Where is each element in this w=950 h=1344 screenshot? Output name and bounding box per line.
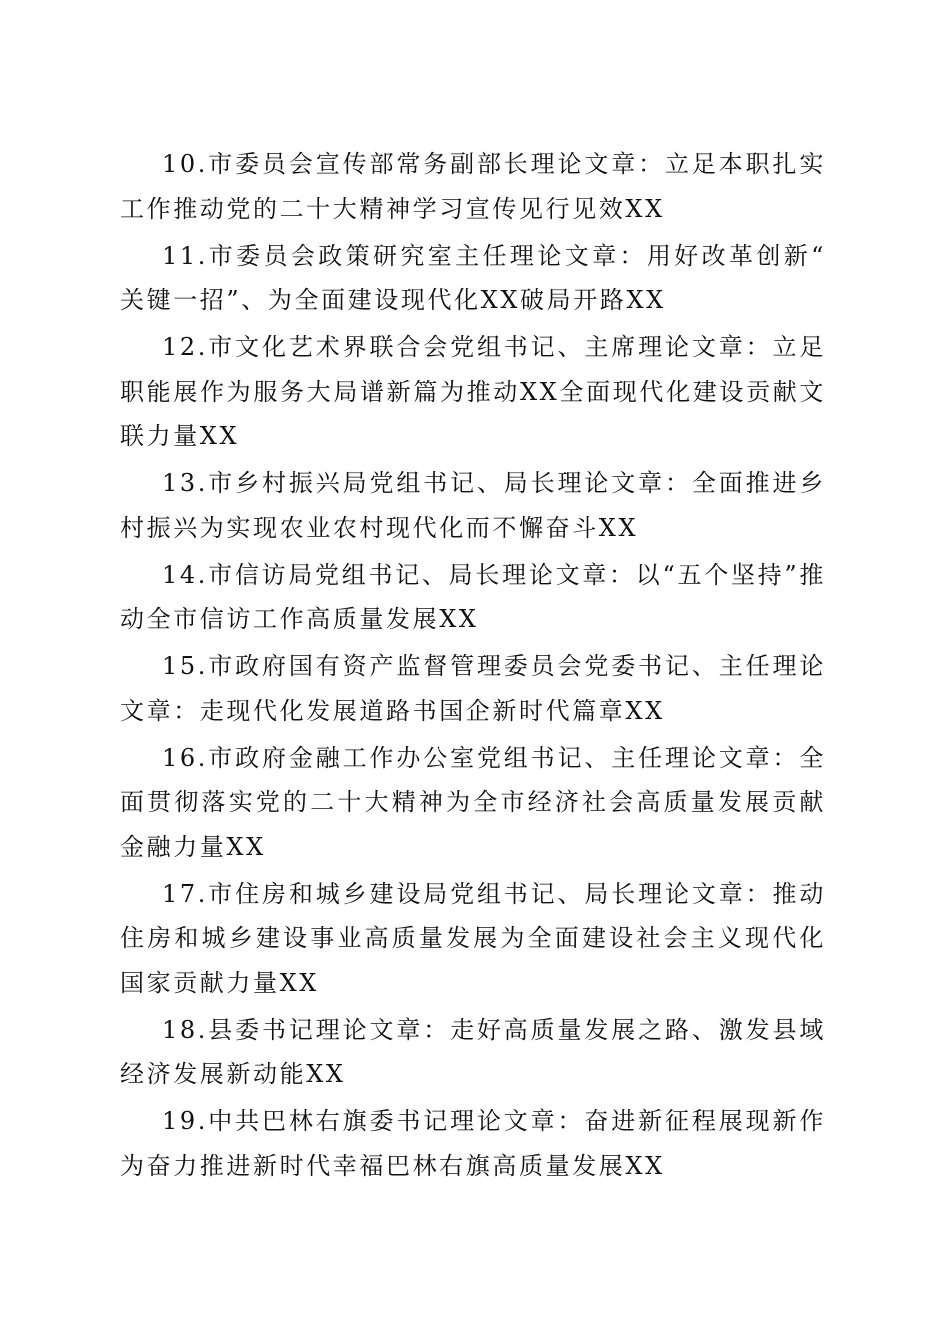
list-item: 13.市乡村振兴局党组书记、局长理论文章：全面推进乡村振兴为实现农业农村现代化而不懈奋斗XX — [120, 469, 826, 542]
list-item: 18.县委书记理论文章：走好高质量发展之路、激发县域经济发展新动能XX — [120, 1015, 826, 1088]
list-item: 15.市政府国有资产监督管理委员会党委书记、主任理论文章：走现代化发展道路书国企新时代篇章XX — [120, 652, 826, 725]
list-item: 12.市文化艺术界联合会党组书记、主席理论文章：立足职能展作为服务大局谱新篇为推动XX全面现代化建设贡献文联力量XX — [120, 333, 826, 450]
list-item: 16.市政府金融工作办公室党组书记、主任理论文章：全面贯彻落实党的二十大精神为全市经济社会高质量发展贡献金融力量XX — [120, 743, 826, 861]
article-list — [120, 142, 826, 1191]
list-item: 11.市委员会政策研究室主任理论文章：用好改革创新“关键一招”、为全面建设现代化XX破局开路XX — [120, 241, 826, 314]
list-item: 14.市信访局党组书记、局长理论文章：以“五个坚持”推动全市信访工作高质量发展XX — [120, 560, 826, 633]
list-item: 19.中共巴林右旗委书记理论文章：奋进新征程展现新作为奋力推进新时代幸福巴林右旗高质量发展XX — [120, 1107, 826, 1180]
list-item: 10.市委员会宣传部常务副部长理论文章：立足本职扎实工作推动党的二十大精神学习宣传见行见效XX — [120, 150, 826, 223]
list-item: 17.市住房和城乡建设局党组书记、局长理论文章：推动住房和城乡建设事业高质量发展为全面建设社会主义现代化国家贡献力量XX — [120, 879, 826, 997]
